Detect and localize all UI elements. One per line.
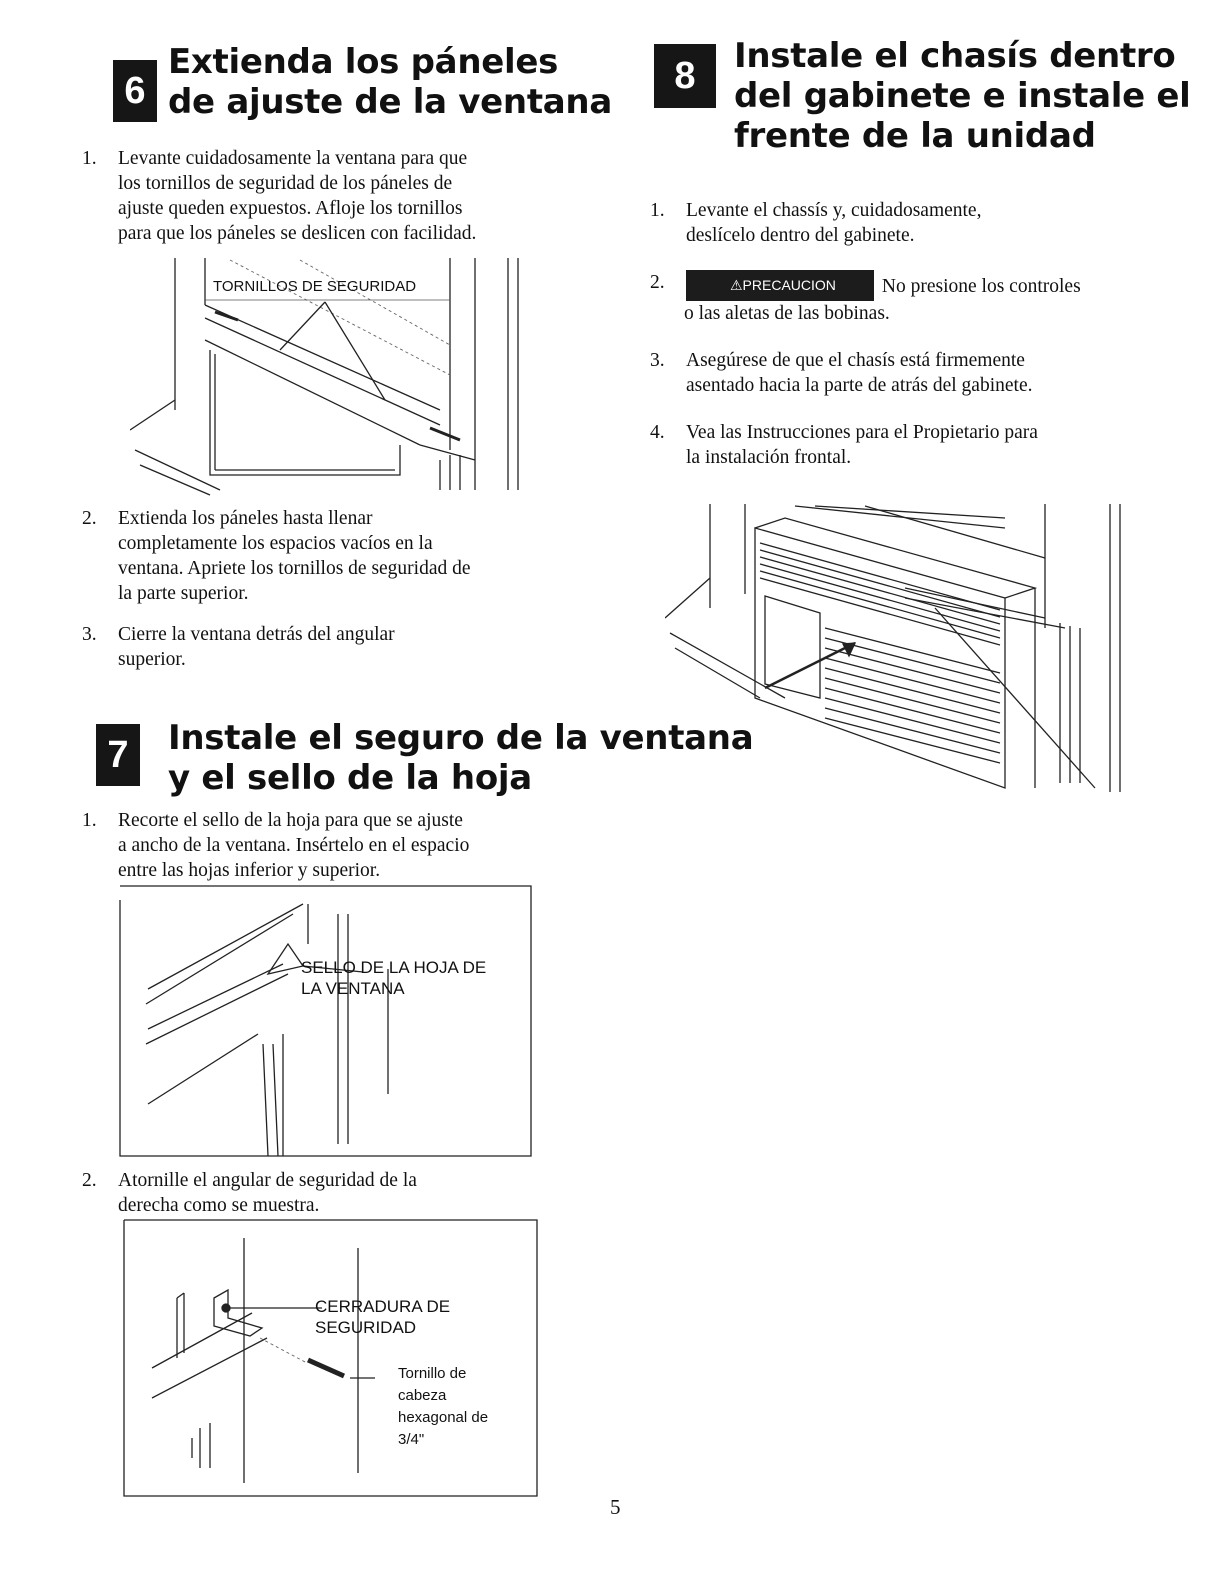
step-8-item-2: 2. ⚠PRECAUCION No presione los controles o las aletas de las bobinas. xyxy=(650,272,1081,324)
air-conditioner-chassis-illustration xyxy=(665,498,1135,794)
step-7-item-1: 1. Recorte el sello de la hoja para que se ajuste a ancho de la ventana. Insértelo en el espacio entre las hojas inferior y superior. xyxy=(82,810,470,881)
step-6-item-2: 2. Extienda los páneles hasta llenar completamente los espacios vacíos en la ventana. Apriete los tornillos de seguridad de la parte superior. xyxy=(82,508,471,604)
sash-seal-label: SELLO DE LA HOJA DE LA VENTANA xyxy=(301,958,487,998)
step-6-badge: 6 xyxy=(113,60,157,122)
step-6-list-b xyxy=(82,506,471,688)
caution-badge: ⚠PRECAUCION xyxy=(686,270,874,301)
step-8-list xyxy=(650,198,1081,486)
step-6-item-3: 3. Cierre la ventana detrás del angular superior. xyxy=(82,624,395,670)
step-8-badge: 8 xyxy=(654,44,716,108)
step-6-title: Extienda los páneles de ajuste de la ventana xyxy=(168,42,612,122)
step-6-item-1: 1. Levante cuidadosamente la ventana para que los tornillos de seguridad de los páneles de ajuste queden expuestos. Afloje los tornillos para que los páneles se deslicen con facilidad. xyxy=(82,148,477,244)
step-6-list-a xyxy=(82,146,476,262)
security-lock-illustration xyxy=(122,1218,540,1500)
hex-screw-label: Tornillo de cabeza hexagonal de 3/4" xyxy=(398,1365,489,1448)
safety-screws-label: TORNILLOS DE SEGURIDAD xyxy=(213,278,417,295)
step-7-title: Instale el seguro de la ventana y el sello de la hoja xyxy=(168,718,754,798)
page-number: 5 xyxy=(610,1495,621,1519)
step-7-item-2: 2. Atornille el angular de seguridad de la derecha como se muestra. xyxy=(82,1170,417,1216)
step-7-badge: 7 xyxy=(96,724,140,786)
sash-seal-illustration xyxy=(118,884,534,1158)
step-8-title: Instale el chasís dentro del gabinete e instale el frente de la unidad xyxy=(734,36,1191,156)
step-8-item-4: 4. Vea las Instrucciones para el Propietario para la instalación frontal. xyxy=(650,422,1038,468)
step-8-item-1: 1. Levante el chassís y, cuidadosamente, deslícelo dentro del gabinete. xyxy=(650,200,982,246)
security-lock-label: CERRADURA DE SEGURIDAD xyxy=(315,1297,451,1337)
step-8-item-3: 3. Asegúrese de que el chasís está firmemente asentado hacia la parte de atrás del gabinete. xyxy=(650,350,1033,396)
